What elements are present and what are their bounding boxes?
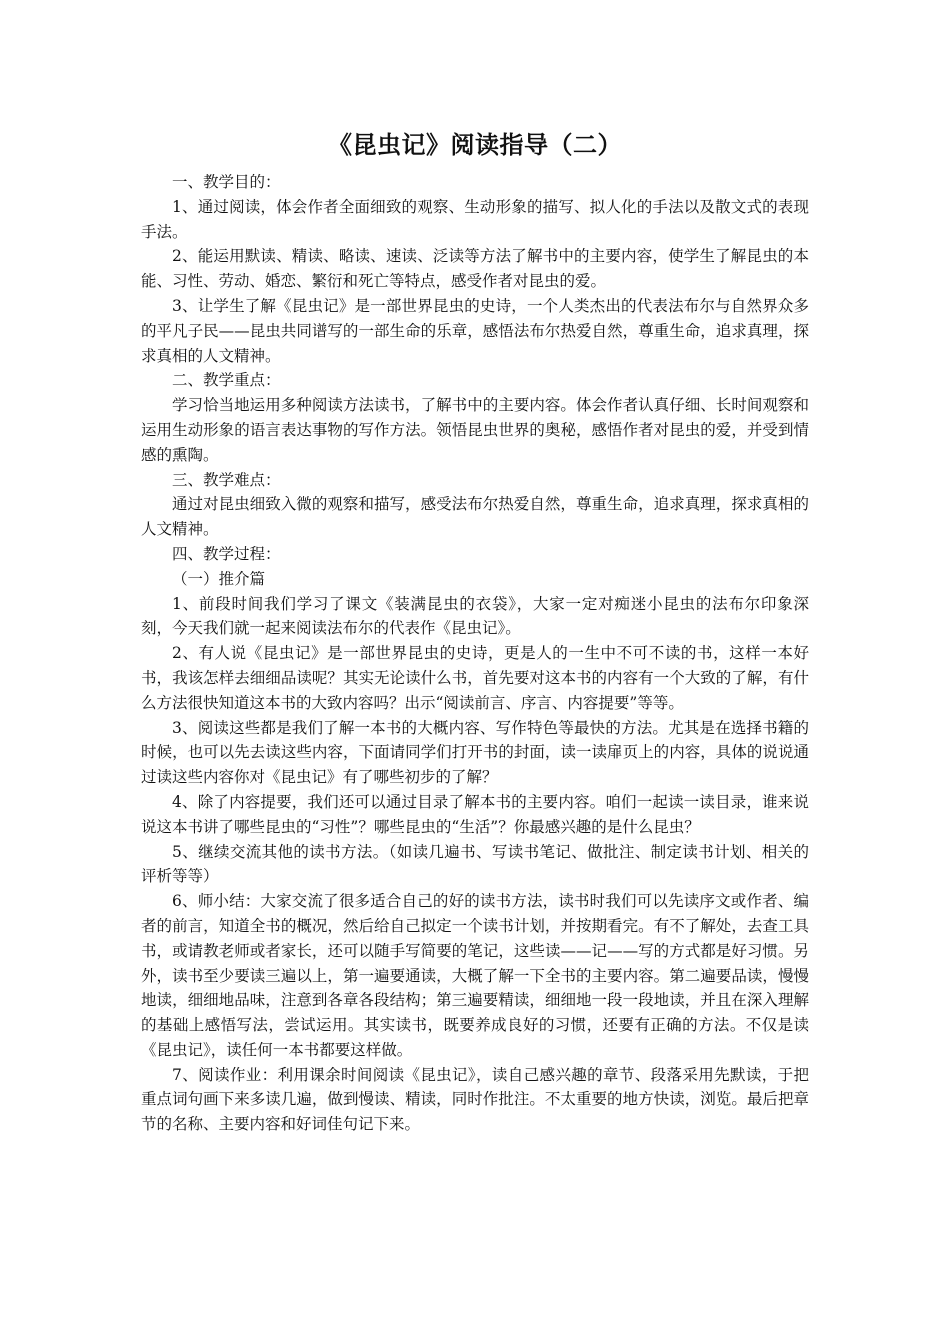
paragraph-process-1: 1、前段时间我们学习了课文《装满昆虫的衣袋》，大家一定对痴迷小昆虫的法布尔印象深刻，今天我们就一起来阅读法布尔的代表作《昆虫记》。 — [141, 594, 809, 638]
section-heading-process: 四、教学过程： — [172, 544, 281, 563]
paragraph-objective-1: 1、通过阅读，体会作者全面细致的观察、生动形象的描写、拟人化的手法以及散文式的表现手法。 — [141, 197, 809, 241]
paragraph-objective-2: 2、能运用默读、精读、略读、速读、泛读等方法了解书中的主要内容，使学生了解昆虫的本能、习性、劳动、婚恋、繁衍和死亡等特点，感受作者对昆虫的爱。 — [141, 247, 809, 291]
paragraph-process-2: 2、有人说《昆虫记》是一部世界昆虫的史诗，更是人的一生中不可不读的书，这样一本好书，我该怎样去细细品读呢？其实无论读什么书，首先要对这本书的内容有一个大致的了解，有什么方法很快知道这本书的大致内容吗？出示“阅读前言、序言、内容提要”等等。 — [141, 644, 809, 712]
paragraph-objective-3: 3、让学生了解《昆虫记》是一部世界昆虫的史诗，一个人类杰出的代表法布尔与自然界众多的平凡子民——昆虫共同谱写的一部生命的乐章，感悟法布尔热爱自然，尊重生命，追求真理，探求真相的人文精神。 — [141, 296, 809, 365]
section-heading-difficulties: 三、教学难点： — [172, 470, 281, 489]
paragraph-process-7: 7、阅读作业：利用课余时间阅读《昆虫记》，读自己感兴趣的章节、段落采用先默读，于把重点词句画下来多读几遍，做到慢读、精读，同时作批注。不太重要的地方快读，浏览。最后把章节的名称、主要内容和好词佳句记下来。 — [141, 1065, 809, 1134]
subsection-heading-introduction: （一）推介篇 — [172, 569, 266, 588]
section-heading-objectives: 一、教学目的： — [172, 173, 281, 191]
paragraph-process-4: 4、除了内容提要，我们还可以通过目录了解本书的主要内容。咱们一起读一读目录，谁来说说这本书讲了哪些昆虫的“习性”？哪些昆虫的“生活”？你最感兴趣的是什么昆虫？ — [141, 792, 809, 836]
section-heading-key-points: 二、教学重点： — [172, 371, 281, 390]
paragraph-process-3: 3、阅读这些都是我们了解一本书的大概内容、写作特色等最快的方法。尤其是在选择书籍的时候，也可以先去读这些内容，下面请同学们打开书的封面，读一读扉页上的内容，具体的说说通过读这些内容你对《昆虫记》有了哪些初步的了解？ — [141, 718, 809, 787]
document-title: 《昆虫记》阅读指导（二） — [328, 131, 622, 159]
paragraph-process-5: 5、继续交流其他的读书方法。（如读几遍书、写读书笔记、做批注、制定读书计划、相关的评析等等） — [141, 842, 809, 886]
paragraph-key-points: 学习恰当地运用多种阅读方法读书，了解书中的主要内容。体会作者认真仔细、长时间观察和运用生动形象的语言表达事物的写作方法。领悟昆虫世界的奥秘，感悟作者对昆虫的爱，并受到情感的熏陶。 — [141, 396, 809, 464]
document-body — [141, 128, 809, 1137]
paragraph-process-6: 6、师小结：大家交流了很多适合自己的好的读书方法，读书时我们可以先读序文或作者、编者的前言，知道全书的概况，然后给自己拟定一个读书计划，并按期看完。有不了解处，去查工具书，或请教老师或者家长，还可以随手写简要的笔记，这些读——记——写的方式都是好习惯。另外，读书至少要读三遍以上，第一遍要通读，大概了解一下全书的主要内容。第二遍要品读，慢慢地读，细细地品味，注意到各章各段结构；第三遍要精读，细细地一段一段地读，并且在深入理解的基础上感悟写法，尝试运用。其实读书，既要养成良好的习惯，还要有正确的方法。不仅是读《昆虫记》，读任何一本书都要这样做。 — [141, 892, 809, 1059]
paragraph-difficulties: 通过对昆虫细致入微的观察和描写，感受法布尔热爱自然，尊重生命，追求真理，探求真相的人文精神。 — [141, 495, 809, 539]
